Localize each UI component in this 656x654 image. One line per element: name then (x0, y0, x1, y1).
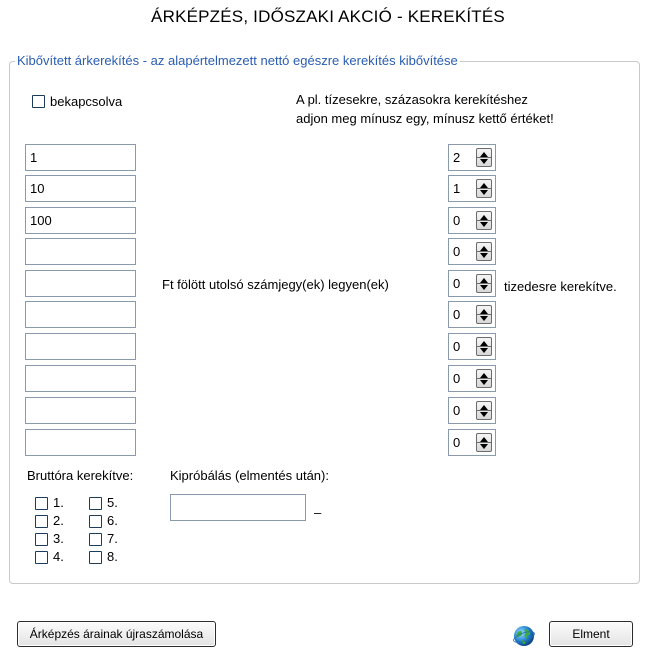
gross-checkbox-8[interactable] (89, 551, 102, 564)
decimals-spinner-9[interactable] (448, 397, 496, 424)
threshold-input-9[interactable] (25, 397, 136, 424)
spinner-value: 0 (453, 213, 461, 228)
gross-checkbox-4[interactable] (35, 551, 48, 564)
threshold-input-4[interactable] (25, 238, 136, 265)
spin-arrows-icon[interactable] (476, 401, 492, 420)
threshold-description: Ft fölött utolsó számjegy(ek) legyen(ek) (162, 277, 389, 292)
spin-arrows-icon[interactable] (476, 433, 492, 452)
hint-line-2: adjon meg mínusz egy, mínusz kettő értéket! (296, 111, 554, 126)
spin-arrows-icon[interactable] (476, 242, 492, 261)
threshold-input-7[interactable] (25, 333, 136, 360)
page-title: ÁRKÉPZÉS, IDŐSZAKI AKCIÓ - KEREKÍTÉS (151, 7, 505, 26)
spinner-value: 0 (453, 371, 461, 386)
try-result: – (314, 505, 322, 520)
spinner-value: 2 (453, 150, 461, 165)
spin-arrows-icon[interactable] (476, 274, 492, 293)
threshold-input-6[interactable] (25, 301, 136, 328)
decimals-spinner-3[interactable] (448, 207, 496, 234)
threshold-input-5[interactable] (25, 270, 136, 297)
threshold-input-10[interactable] (25, 429, 136, 456)
spin-arrows-icon[interactable] (476, 179, 492, 198)
enabled-label: bekapcsolva (50, 94, 123, 109)
decimals-spinner-10[interactable] (448, 429, 496, 456)
gross-checkbox-7[interactable] (89, 533, 102, 546)
threshold-input-1[interactable]: 1 (25, 144, 136, 171)
recalculate-prices-button[interactable]: Árképzés árainak újraszámolása (17, 621, 216, 647)
spin-arrows-icon[interactable] (476, 369, 492, 388)
globe-icon[interactable] (513, 625, 535, 647)
gross-option-label: 1. (53, 495, 64, 510)
spin-arrows-icon[interactable] (476, 148, 492, 167)
decimals-spinner-4[interactable] (448, 238, 496, 265)
spinner-value: 1 (453, 181, 461, 196)
gross-checkbox-2[interactable] (35, 515, 48, 528)
gross-option-label: 3. (53, 531, 64, 546)
gross-option-label: 8. (107, 549, 118, 564)
gross-checkbox-1[interactable] (35, 497, 48, 510)
threshold-input-2[interactable]: 10 (25, 175, 136, 202)
group-legend: Kibővített árkerekítés - az alapértelmezett nettó egészre kerekítés kibővítése (17, 53, 458, 68)
spinner-value: 0 (453, 339, 461, 354)
rounding-hint (296, 90, 596, 128)
decimals-description: tizedesre kerekítve. (504, 279, 617, 294)
spinner-value: 0 (453, 276, 461, 291)
decimals-spinner-1[interactable] (448, 144, 496, 171)
spinner-value: 0 (453, 435, 461, 450)
gross-option-label: 4. (53, 549, 64, 564)
try-input[interactable] (170, 494, 306, 521)
spin-arrows-icon[interactable] (476, 211, 492, 230)
gross-option-label: 6. (107, 513, 118, 528)
gross-option-label: 5. (107, 495, 118, 510)
spin-arrows-icon[interactable] (476, 305, 492, 324)
try-label: Kipróbálás (elmentés után): (170, 468, 329, 483)
decimals-spinner-7[interactable] (448, 333, 496, 360)
hint-line-1: A pl. tízesekre, százasokra kerekítéshez (296, 92, 528, 107)
spin-arrows-icon[interactable] (476, 337, 492, 356)
decimals-spinner-8[interactable] (448, 365, 496, 392)
enabled-checkbox[interactable] (32, 95, 45, 108)
spinner-value: 0 (453, 307, 461, 322)
gross-option-label: 2. (53, 513, 64, 528)
save-button[interactable]: Elment (549, 621, 633, 647)
decimals-spinner-2[interactable] (448, 175, 496, 202)
gross-checkbox-5[interactable] (89, 497, 102, 510)
threshold-input-3[interactable]: 100 (25, 207, 136, 234)
spinner-value: 0 (453, 403, 461, 418)
spinner-value: 0 (453, 244, 461, 259)
gross-rounding-label: Bruttóra kerekítve: (27, 468, 134, 483)
threshold-input-8[interactable] (25, 365, 136, 392)
decimals-spinner-6[interactable] (448, 301, 496, 328)
decimals-spinner-5[interactable] (448, 270, 496, 297)
gross-checkbox-6[interactable] (89, 515, 102, 528)
gross-option-label: 7. (107, 531, 118, 546)
gross-checkbox-3[interactable] (35, 533, 48, 546)
